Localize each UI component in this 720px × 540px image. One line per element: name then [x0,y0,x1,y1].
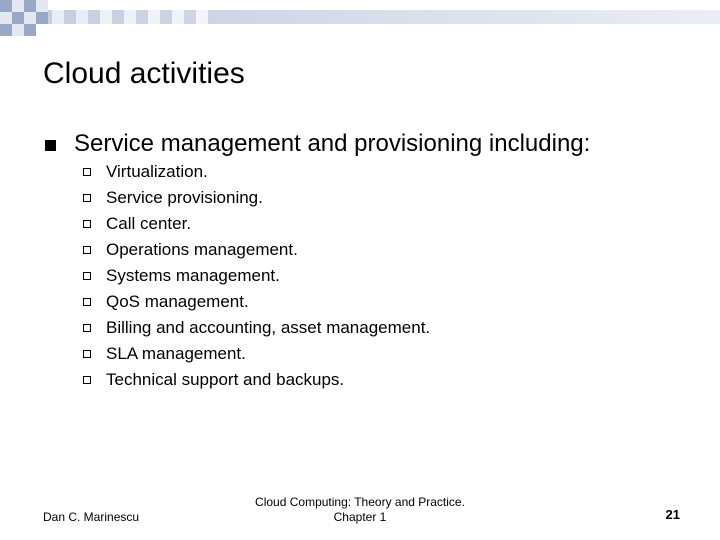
sub-bullet-list [81,159,430,393]
sub-bullet-text: SLA management. [106,344,246,363]
sub-bullet-item [81,315,430,341]
sub-bullet-text: Call center. [106,214,192,233]
filled-square-bullet-icon [45,140,56,151]
slide-title: Cloud activities [43,57,245,90]
sub-bullet-text: Virtualization. [106,162,208,181]
sub-bullet-item [81,185,430,211]
hollow-square-bullet-icon [83,376,91,384]
corner-decoration-pattern [0,0,720,40]
footer-author: Dan C. Marinescu [43,510,140,524]
hollow-square-bullet-icon [83,246,91,254]
hollow-square-bullet-icon [83,350,91,358]
hollow-square-bullet-icon [83,298,91,306]
hollow-square-bullet-icon [83,220,91,228]
slide-page-number: 21 [665,507,680,522]
sub-bullet-item [81,237,430,263]
sub-bullet-text: Billing and accounting, asset management. [106,318,431,337]
sub-bullet-item [81,289,430,315]
footer-chapter: Chapter 1 [333,510,387,524]
sub-bullet-item [81,367,430,393]
sub-bullet-item [81,159,430,185]
footer-book-reference [240,495,480,525]
sub-bullet-item [81,211,430,237]
sub-bullet-text: Systems management. [106,266,280,285]
sub-bullet-text: Service provisioning. [106,188,263,207]
hollow-square-bullet-icon [83,168,91,176]
hollow-square-bullet-icon [83,324,91,332]
main-bullet-text: Service management and provisioning including: [74,130,591,157]
sub-bullet-item [81,263,430,289]
hollow-square-bullet-icon [83,194,91,202]
sub-bullet-text: Technical support and backups. [106,370,345,389]
hollow-square-bullet-icon [83,272,91,280]
sub-bullet-text: Operations management. [106,240,298,259]
main-bullet-item [45,128,590,160]
footer-book-title: Cloud Computing: Theory and Practice. [255,495,465,509]
sub-bullet-text: QoS management. [106,292,249,311]
sub-bullet-item [81,341,430,367]
